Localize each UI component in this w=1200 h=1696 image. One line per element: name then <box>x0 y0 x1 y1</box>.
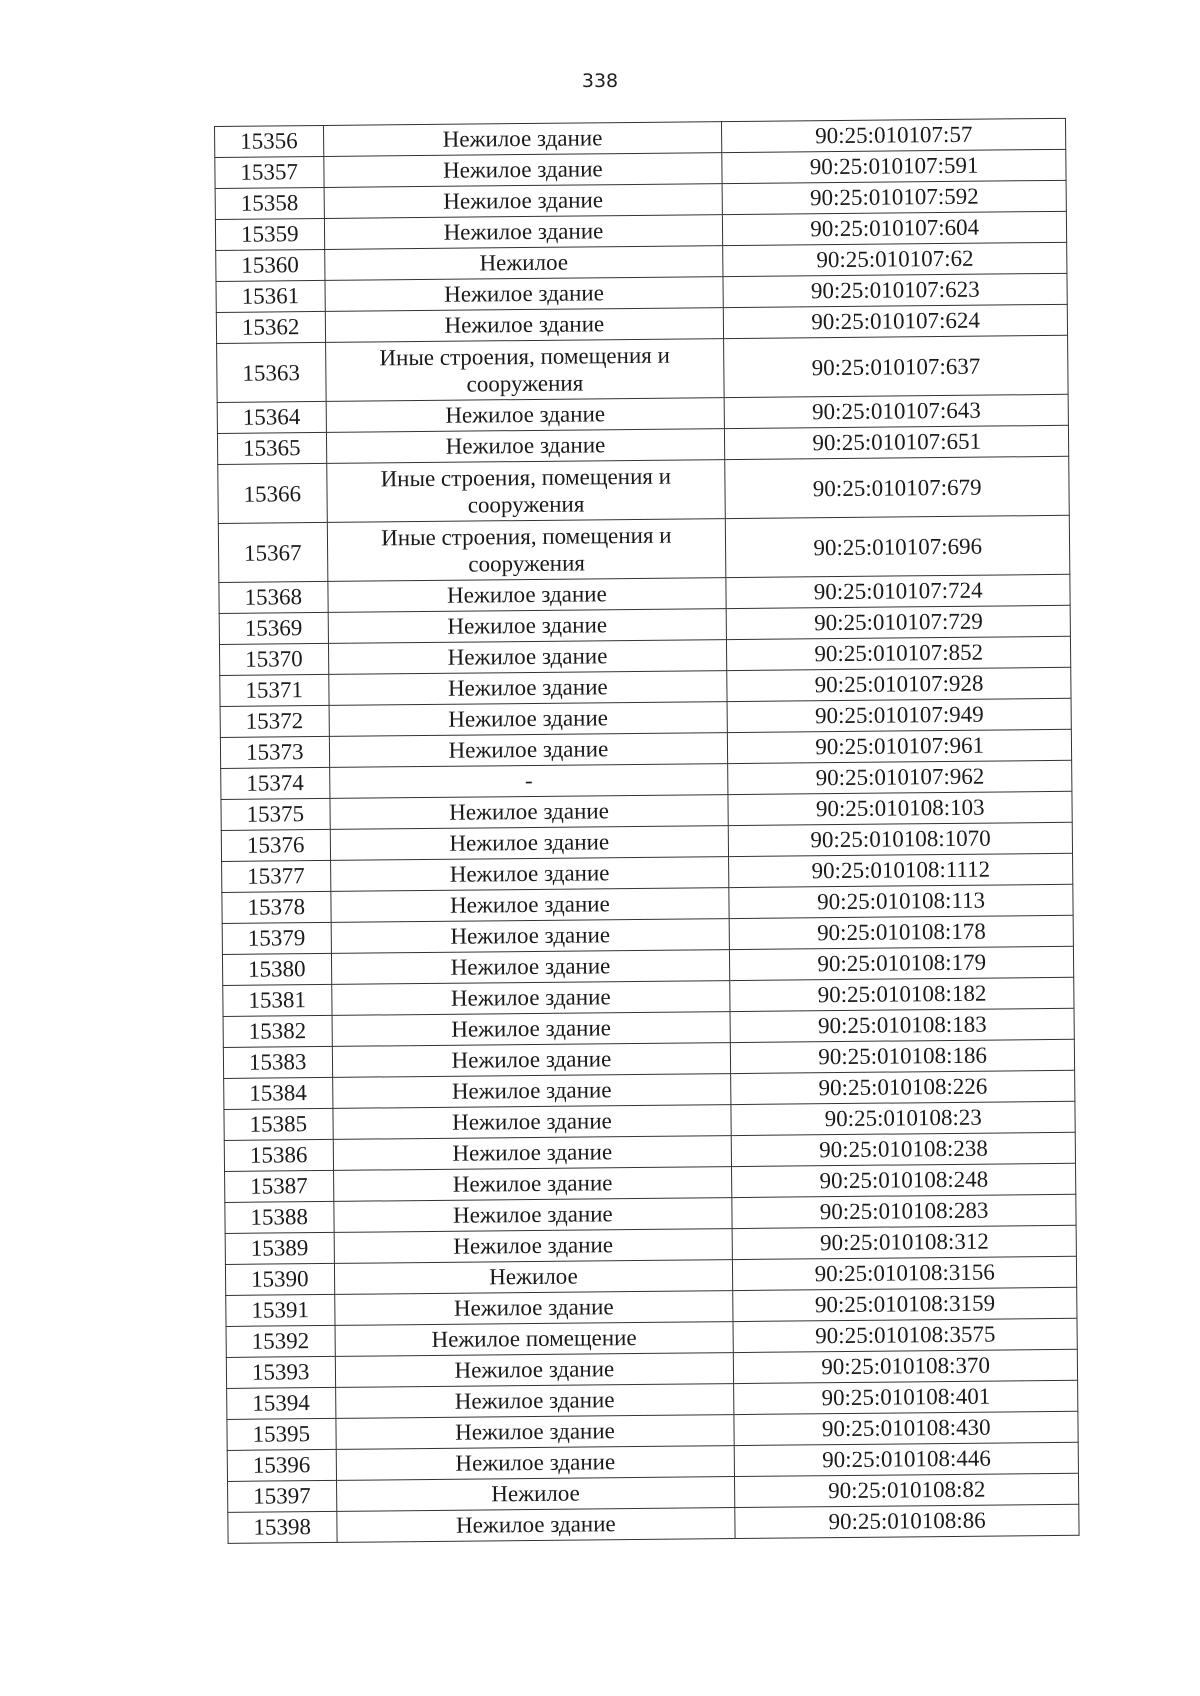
cadastral-number-cell: 90:25:010108:238 <box>732 1132 1076 1166</box>
row-number-cell: 15388 <box>225 1201 334 1233</box>
cadastral-number-cell: 90:25:010108:226 <box>731 1070 1075 1104</box>
row-number-cell: 15366 <box>218 463 327 523</box>
row-number-cell: 15360 <box>216 249 325 281</box>
cadastral-number-cell: 90:25:010107:962 <box>728 760 1072 794</box>
object-type-cell: - <box>329 764 728 799</box>
row-number-cell: 15370 <box>219 643 328 675</box>
cadastral-number-cell: 90:25:010108:23 <box>731 1101 1075 1135</box>
row-number-cell: 15378 <box>222 891 331 923</box>
row-number-cell: 15383 <box>223 1046 332 1078</box>
row-number-cell: 15391 <box>226 1294 335 1326</box>
object-type-cell: Нежилое здание <box>332 1105 731 1140</box>
cadastral-number-cell: 90:25:010108:1070 <box>729 822 1073 856</box>
row-number-cell: 15357 <box>215 156 324 188</box>
cadastral-number-cell: 90:25:010108:283 <box>732 1194 1076 1228</box>
row-number-cell: 15371 <box>220 674 329 706</box>
row-number-cell: 15369 <box>219 612 328 644</box>
cadastral-number-cell: 90:25:010107:592 <box>722 180 1066 214</box>
row-number-cell: 15359 <box>215 218 324 250</box>
row-number-cell: 15363 <box>217 342 326 402</box>
cadastral-number-cell: 90:25:010107:679 <box>725 456 1069 518</box>
object-type-cell: Нежилое здание <box>332 1043 731 1078</box>
cadastral-number-cell: 90:25:010107:591 <box>722 149 1066 183</box>
row-number-cell: 15364 <box>217 401 326 433</box>
cadastral-number-cell: 90:25:010107:604 <box>723 211 1067 245</box>
cadastral-number-cell: 90:25:010107:623 <box>723 273 1067 307</box>
row-number-cell: 15389 <box>225 1232 334 1264</box>
object-type-cell: Нежилое <box>334 1260 733 1295</box>
row-number-cell: 15382 <box>223 1015 332 1047</box>
table-row <box>217 335 1069 402</box>
object-type-cell: Нежилое здание <box>327 578 726 613</box>
row-number-cell: 15386 <box>224 1139 333 1171</box>
row-number-cell: 15379 <box>222 922 331 954</box>
table-row <box>218 515 1070 582</box>
object-type-cell: Нежилое здание <box>324 277 723 312</box>
row-number-cell: 15365 <box>217 432 326 464</box>
object-type-cell: Нежилое здание <box>335 1384 734 1419</box>
object-type-cell: Нежилое здание <box>335 1353 734 1388</box>
cadastral-number-cell: 90:25:010108:312 <box>732 1225 1076 1259</box>
object-type-cell: Нежилое здание <box>323 122 722 157</box>
row-number-cell: 15374 <box>221 767 330 799</box>
row-number-cell: 15367 <box>218 522 327 582</box>
object-type-cell: Нежилое здание <box>329 733 728 768</box>
cadastral-number-cell: 90:25:010107:651 <box>725 425 1069 459</box>
object-type-cell: Нежилое здание <box>336 1508 735 1543</box>
object-type-cell: Нежилое здание <box>331 950 730 985</box>
row-number-cell: 15397 <box>228 1480 337 1512</box>
cadastral-number-cell: 90:25:010107:624 <box>724 304 1068 338</box>
cadastral-number-cell: 90:25:010108:186 <box>731 1039 1075 1073</box>
row-number-cell: 15384 <box>224 1077 333 1109</box>
row-number-cell: 15361 <box>216 280 325 312</box>
row-number-cell: 15380 <box>222 953 331 985</box>
object-type-cell: Нежилое здание <box>325 308 724 343</box>
row-number-cell: 15377 <box>222 860 331 892</box>
cadastral-number-cell: 90:25:010108:103 <box>728 791 1072 825</box>
object-type-cell: Нежилое здание <box>332 1012 731 1047</box>
object-type-cell: Нежилое здание <box>333 1136 732 1171</box>
cadastral-number-cell: 90:25:010108:370 <box>734 1349 1078 1383</box>
cadastral-number-cell: 90:25:010107:57 <box>722 118 1066 152</box>
cadastral-number-cell: 90:25:010108:3575 <box>733 1318 1077 1352</box>
object-type-cell: Нежилое здание <box>323 153 722 188</box>
row-number-cell: 15387 <box>225 1170 334 1202</box>
row-number-cell: 15368 <box>219 581 328 613</box>
cadastral-number-cell: 90:25:010107:696 <box>726 515 1070 577</box>
row-number-cell: 15396 <box>227 1449 336 1481</box>
cadastral-number-cell: 90:25:010108:430 <box>734 1411 1078 1445</box>
cadastral-number-cell: 90:25:010108:3156 <box>733 1256 1077 1290</box>
cadastral-number-cell: 90:25:010108:113 <box>729 884 1073 918</box>
object-type-cell: Нежилое помещение <box>335 1322 734 1357</box>
row-number-cell: 15375 <box>221 798 330 830</box>
object-type-cell: Нежилое здание <box>324 184 723 219</box>
cadastral-number-cell: 90:25:010108:179 <box>730 946 1074 980</box>
row-number-cell: 15372 <box>220 705 329 737</box>
cadastral-number-cell: 90:25:010107:62 <box>723 242 1067 276</box>
object-type-cell: Нежилое здание <box>335 1415 734 1450</box>
row-number-cell: 15381 <box>223 984 332 1016</box>
object-type-cell: Нежилое здание <box>330 888 729 923</box>
object-type-cell: Иные строения, помещения и сооружения <box>327 519 726 582</box>
page-number: 338 <box>581 70 619 92</box>
object-type-cell: Нежилое здание <box>328 609 727 644</box>
cadastral-number-cell: 90:25:010107:643 <box>724 394 1068 428</box>
cadastral-number-cell: 90:25:010107:729 <box>727 605 1071 639</box>
object-type-cell: Нежилое здание <box>326 398 725 433</box>
object-type-cell: Нежилое здание <box>329 795 728 830</box>
object-type-cell: Нежилое здание <box>336 1446 735 1481</box>
object-type-cell: Нежилое здание <box>328 640 727 675</box>
row-number-cell: 15392 <box>226 1325 335 1357</box>
cadastral-number-cell: 90:25:010107:949 <box>727 698 1071 732</box>
cadastral-number-cell: 90:25:010108:446 <box>735 1442 1079 1476</box>
object-type-cell: Нежилое здание <box>333 1167 732 1202</box>
object-type-cell: Нежилое здание <box>328 671 727 706</box>
property-table <box>214 118 1080 1544</box>
object-type-cell: Нежилое здание <box>333 1198 732 1233</box>
row-number-cell: 15376 <box>221 829 330 861</box>
row-number-cell: 15385 <box>224 1108 333 1140</box>
object-type-cell: Нежилое здание <box>334 1291 733 1326</box>
cadastral-number-cell: 90:25:010108:1112 <box>729 853 1073 887</box>
row-number-cell: 15395 <box>227 1418 336 1450</box>
cadastral-number-cell: 90:25:010108:178 <box>729 915 1073 949</box>
object-type-cell: Нежилое здание <box>334 1229 733 1264</box>
object-type-cell: Нежилое здание <box>331 919 730 954</box>
object-type-cell: Нежилое здание <box>326 429 725 464</box>
cadastral-number-cell: 90:25:010107:637 <box>724 335 1068 397</box>
object-type-cell: Иные строения, помещения и сооружения <box>326 460 725 523</box>
table-row <box>218 456 1070 523</box>
object-type-cell: Нежилое здание <box>330 857 729 892</box>
cadastral-number-cell: 90:25:010107:852 <box>727 636 1071 670</box>
object-type-cell: Нежилое здание <box>331 981 730 1016</box>
cadastral-number-cell: 90:25:010108:3159 <box>733 1287 1077 1321</box>
object-type-cell: Нежилое <box>324 246 723 281</box>
object-type-cell: Нежилое здание <box>324 215 723 250</box>
object-type-cell: Нежилое здание <box>332 1074 731 1109</box>
object-type-cell: Нежилое здание <box>330 826 729 861</box>
cadastral-number-cell: 90:25:010108:401 <box>734 1380 1078 1414</box>
object-type-cell: Нежилое <box>336 1477 735 1512</box>
cadastral-number-cell: 90:25:010108:248 <box>732 1163 1076 1197</box>
row-number-cell: 15373 <box>220 736 329 768</box>
cadastral-number-cell: 90:25:010108:82 <box>735 1473 1079 1507</box>
row-number-cell: 15356 <box>215 125 324 157</box>
object-type-cell: Нежилое здание <box>329 702 728 737</box>
row-number-cell: 15358 <box>215 187 324 219</box>
cadastral-number-cell: 90:25:010107:928 <box>727 667 1071 701</box>
row-number-cell: 15390 <box>225 1263 334 1295</box>
row-number-cell: 15393 <box>226 1356 335 1388</box>
cadastral-number-cell: 90:25:010107:961 <box>728 729 1072 763</box>
cadastral-number-cell: 90:25:010108:183 <box>730 1008 1074 1042</box>
object-type-cell: Иные строения, помещения и сооружения <box>325 339 724 402</box>
cadastral-number-cell: 90:25:010108:86 <box>735 1504 1079 1538</box>
table-body <box>215 118 1080 1543</box>
cadastral-number-cell: 90:25:010108:182 <box>730 977 1074 1011</box>
row-number-cell: 15394 <box>227 1387 336 1419</box>
row-number-cell: 15362 <box>216 311 325 343</box>
cadastral-number-cell: 90:25:010107:724 <box>726 574 1070 608</box>
row-number-cell: 15398 <box>228 1511 337 1543</box>
